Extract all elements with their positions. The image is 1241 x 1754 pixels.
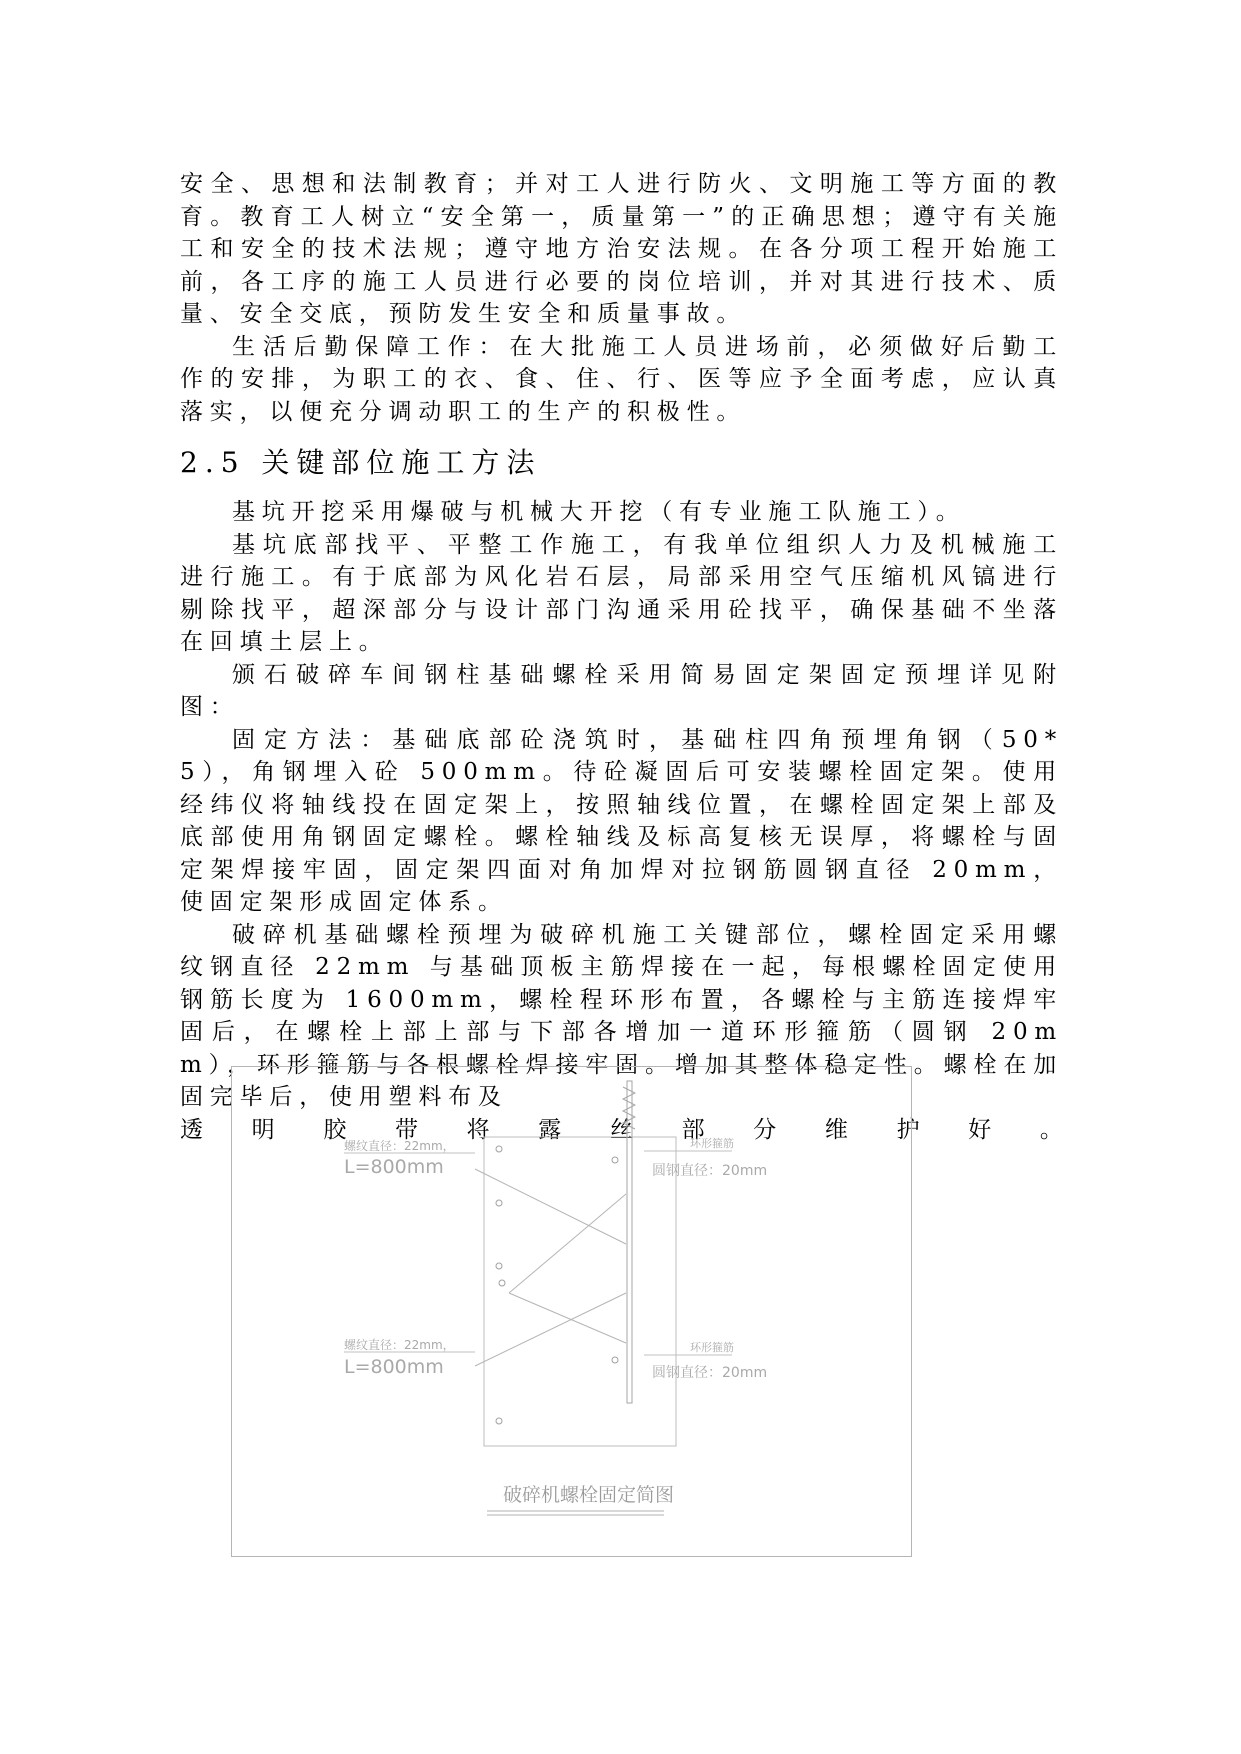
last-line-char: 明 xyxy=(251,1116,275,1143)
label-ring-top: 环形箍筋 xyxy=(690,1137,734,1150)
bolt-circle xyxy=(496,1418,502,1424)
section-heading: 2.5 关键部位施工方法 xyxy=(180,446,542,479)
paragraph-logistics: 生活后勤保障工作：在大批施工人员进场前，必须做好后勤工作的安排，为职工的衣、食、住、行、医等应予全面考虑，应认真落实，以便充分调动职工的生产的积极性。 xyxy=(180,333,1063,425)
fixing-frame-box xyxy=(484,1137,676,1446)
label-round-top: 圆钢直径：20mm xyxy=(652,1163,768,1179)
bolt-circle xyxy=(496,1200,502,1206)
last-line-char: 丝 xyxy=(609,1116,633,1143)
last-line-char: 。 xyxy=(1039,1116,1063,1143)
last-line-char: 部 xyxy=(681,1116,705,1143)
bolt-circle xyxy=(499,1280,505,1286)
brace-line xyxy=(475,1293,626,1366)
label-round-bottom: 圆钢直径：20mm xyxy=(652,1365,768,1381)
diagram-canvas xyxy=(232,1067,913,1558)
paragraph-crusher-bolts: 破碎机基础螺栓预埋为破碎机施工关键部位，螺栓固定采用螺纹钢直径 22mm 与基础顶板主筋焊接在一起，每根螺栓固定使用钢筋长度为 1600mm，螺栓程环形布置，各螺栓与主筋连接焊牢固后，在螺栓上部上部与下部各增加一道环形箍筋（圆钢 20mm），环形箍筋与各根螺栓焊接牢固。增加其整体稳定性。螺栓在加固完毕后，使用塑料布及 xyxy=(180,921,1063,1110)
paragraph-fixing-method: 固定方法：基础底部砼浇筑时，基础柱四角预埋角钢（50*5），角钢埋入砼 500mm。待砼凝固后可安装螺栓固定架。使用经纬仪将轴线投在固定架上，按照轴线位置，在螺栓固定架上部及底部使用角钢固定螺栓。螺栓轴线及标高复核无误厚，将螺栓与固定架焊接牢固，固定架四面对角加焊对拉钢筋圆钢直径 20mm，使固定架形成固定体系。 xyxy=(180,726,1063,915)
last-line-char: 露 xyxy=(538,1116,562,1143)
brace-line xyxy=(509,1194,626,1293)
paragraph-leveling: 基坑底部找平、平整工作施工，有我单位组织人力及机械施工进行施工。有于底部为风化岩石层，局部采用空气压缩机风镐进行剔除找平，超深部分与设计部门沟通采用砼找平，确保基础不坐落在回填土层上。 xyxy=(180,531,1063,655)
bolt-circle xyxy=(496,1263,502,1269)
paragraph-bolt-frame: 颁石破碎车间钢柱基础螺栓采用简易固定架固定预埋详见附图： xyxy=(180,661,1063,720)
last-line-char: 维 xyxy=(824,1116,848,1143)
paragraph-safety-education: 安全、思想和法制教育；并对工人进行防火、文明施工等方面的教育。教育工人树立“安全第一，质量第一”的正确思想；遵守有关施工和安全的技术法规；遵守地方治安法规。在各分项工程开始施工前，各工序的施工人员进行必要的岗位培训，并对其进行技术、质量、安全交底，预防发生安全和质量事故。 xyxy=(180,171,1063,327)
anchor-bolt-bar xyxy=(627,1081,632,1403)
last-line-char: 分 xyxy=(753,1116,777,1143)
diagram-caption: 破碎机螺栓固定简图 xyxy=(503,1484,675,1506)
last-line-char: 胶 xyxy=(323,1116,347,1143)
label-length-bottom: L=800mm xyxy=(344,1356,444,1378)
label-ring-bottom: 环形箍筋 xyxy=(690,1341,734,1354)
bolt-circle xyxy=(612,1357,618,1363)
document-body xyxy=(180,168,1063,1146)
brace-line xyxy=(509,1293,626,1343)
bolt-circle xyxy=(612,1157,618,1163)
label-length-top: L=800mm xyxy=(344,1156,444,1178)
last-line-char: 透 xyxy=(180,1116,203,1143)
bolt-circle xyxy=(496,1146,502,1152)
brace-line xyxy=(475,1169,626,1244)
label-rebar-top: 螺纹直径：22mm， xyxy=(344,1139,455,1153)
last-line-char: 将 xyxy=(466,1116,490,1143)
label-rebar-bottom: 螺纹直径：22mm， xyxy=(344,1338,455,1352)
last-line-char: 带 xyxy=(394,1116,418,1143)
last-line-char: 好 xyxy=(968,1116,992,1143)
paragraph-excavation: 基坑开挖采用爆破与机械大开挖（有专业施工队施工）。 xyxy=(232,499,966,525)
thread-zigzag xyxy=(623,1087,635,1129)
last-line-char: 护 xyxy=(896,1116,920,1143)
bolt-fixing-diagram xyxy=(231,1066,912,1557)
